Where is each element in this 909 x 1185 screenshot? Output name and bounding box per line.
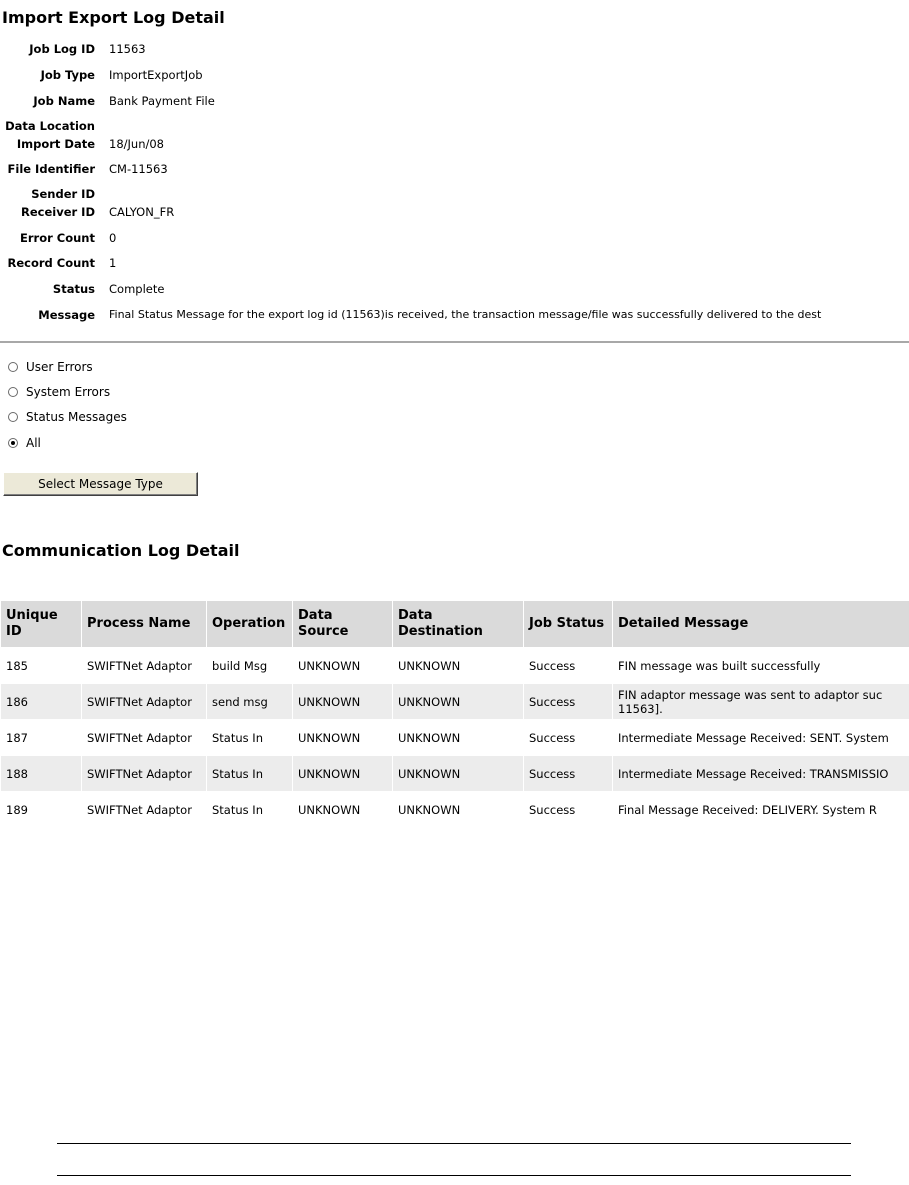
radio-user-errors[interactable] [8, 358, 93, 376]
field-label: Import Date [16, 137, 95, 151]
cell-detailed-message: Intermediate Message Received: TRANSMISSIO [613, 756, 909, 792]
field-import-date [0, 137, 909, 157]
cell-unique-id: 187 [1, 720, 82, 756]
field-label: Data Location [5, 119, 95, 133]
cell-data-source: UNKNOWN [293, 684, 393, 720]
comm-log-table [0, 600, 909, 828]
import-log-title: Import Export Log Detail [2, 8, 225, 27]
cell-detailed-message: Intermediate Message Received: SENT. System [613, 720, 909, 756]
field-sender-id [0, 187, 909, 207]
field-label: Status [52, 282, 95, 296]
field-label: Record Count [7, 256, 95, 270]
radio-button[interactable] [8, 412, 18, 422]
field-label: Job Name [33, 94, 95, 108]
field-value: 11563 [109, 42, 146, 56]
radio-label: All [26, 436, 41, 450]
field-value: CALYON_FR [109, 205, 175, 219]
field-label: Job Log ID [29, 42, 95, 56]
radio-button[interactable] [8, 438, 18, 448]
cell-process-name: SWIFTNet Adaptor [82, 648, 207, 684]
field-label: File Identifier [7, 162, 95, 176]
field-job-type [0, 68, 909, 88]
cell-job-status: Success [524, 684, 613, 720]
field-job-log-id [0, 42, 909, 62]
col-header-unique-id: Unique ID [1, 601, 82, 648]
field-status [0, 282, 909, 302]
cell-data-destination: UNKNOWN [393, 648, 524, 684]
cell-operation: build Msg [207, 648, 293, 684]
table-row [1, 684, 909, 720]
field-label: Error Count [20, 231, 95, 245]
cell-unique-id: 189 [1, 792, 82, 828]
cell-process-name: SWIFTNet Adaptor [82, 684, 207, 720]
cell-process-name: SWIFTNet Adaptor [82, 720, 207, 756]
field-record-count [0, 256, 909, 276]
field-job-name [0, 94, 909, 114]
section-divider [0, 341, 909, 343]
radio-label: User Errors [26, 360, 93, 374]
cell-data-destination: UNKNOWN [393, 756, 524, 792]
cell-detailed-message: FIN message was built successfully [613, 648, 909, 684]
cell-operation: Status In [207, 720, 293, 756]
radio-all[interactable] [8, 434, 41, 452]
cell-unique-id: 188 [1, 756, 82, 792]
cell-data-destination: UNKNOWN [393, 684, 524, 720]
cell-job-status: Success [524, 648, 613, 684]
radio-label: System Errors [26, 385, 111, 399]
field-value: Final Status Message for the export log id (11563)is received, the transaction message/file was successfully delivered to the dest [109, 308, 822, 321]
footer-rule-bottom [57, 1175, 851, 1176]
field-label: Receiver ID [20, 205, 95, 219]
field-value: ImportExportJob [109, 68, 203, 82]
cell-operation: Status In [207, 792, 293, 828]
col-header-data-source: Data Source [293, 601, 393, 648]
field-label: Message [38, 308, 95, 322]
col-header-data-destination: Data Destination [393, 601, 524, 648]
cell-data-source: UNKNOWN [293, 756, 393, 792]
radio-label: Status Messages [26, 410, 127, 424]
field-label: Job Type [40, 68, 95, 82]
cell-operation: send msg [207, 684, 293, 720]
table-row [1, 792, 909, 828]
radio-status-messages[interactable] [8, 408, 127, 426]
cell-data-source: UNKNOWN [293, 792, 393, 828]
field-value: Complete [109, 282, 165, 296]
cell-data-destination: UNKNOWN [393, 792, 524, 828]
field-value: 18/Jun/08 [109, 137, 164, 151]
comm-log-title: Communication Log Detail [2, 541, 240, 560]
cell-data-source: UNKNOWN [293, 648, 393, 684]
table-row [1, 756, 909, 792]
cell-unique-id: 186 [1, 684, 82, 720]
footer-rule-top [57, 1143, 851, 1144]
table-row [1, 720, 909, 756]
field-receiver-id [0, 205, 909, 225]
cell-job-status: Success [524, 792, 613, 828]
radio-button[interactable] [8, 362, 18, 372]
select-message-type-button[interactable]: Select Message Type [3, 472, 198, 496]
radio-button[interactable] [8, 387, 18, 397]
cell-detailed-message: Final Message Received: DELIVERY. System R [613, 792, 909, 828]
field-error-count [0, 231, 909, 251]
field-file-identifier [0, 162, 909, 182]
table-header-row [1, 601, 909, 648]
radio-system-errors[interactable] [8, 383, 110, 401]
col-header-operation: Operation [207, 601, 293, 648]
field-data-location [0, 119, 909, 139]
col-header-process-name: Process Name [82, 601, 207, 648]
cell-data-destination: UNKNOWN [393, 720, 524, 756]
cell-operation: Status In [207, 756, 293, 792]
field-value: 1 [109, 256, 117, 270]
table-row [1, 648, 909, 684]
cell-job-status: Success [524, 756, 613, 792]
cell-detailed-message: FIN adaptor message was sent to adaptor suc 11563]. [613, 684, 909, 720]
field-value: CM-11563 [109, 162, 168, 176]
field-label: Sender ID [31, 187, 95, 201]
cell-unique-id: 185 [1, 648, 82, 684]
cell-job-status: Success [524, 720, 613, 756]
col-header-detailed-message: Detailed Message [613, 601, 909, 648]
field-message [0, 308, 909, 328]
cell-data-source: UNKNOWN [293, 720, 393, 756]
field-value: 0 [109, 231, 117, 245]
field-value: Bank Payment File [109, 94, 215, 108]
cell-process-name: SWIFTNet Adaptor [82, 792, 207, 828]
cell-process-name: SWIFTNet Adaptor [82, 756, 207, 792]
col-header-job-status: Job Status [524, 601, 613, 648]
